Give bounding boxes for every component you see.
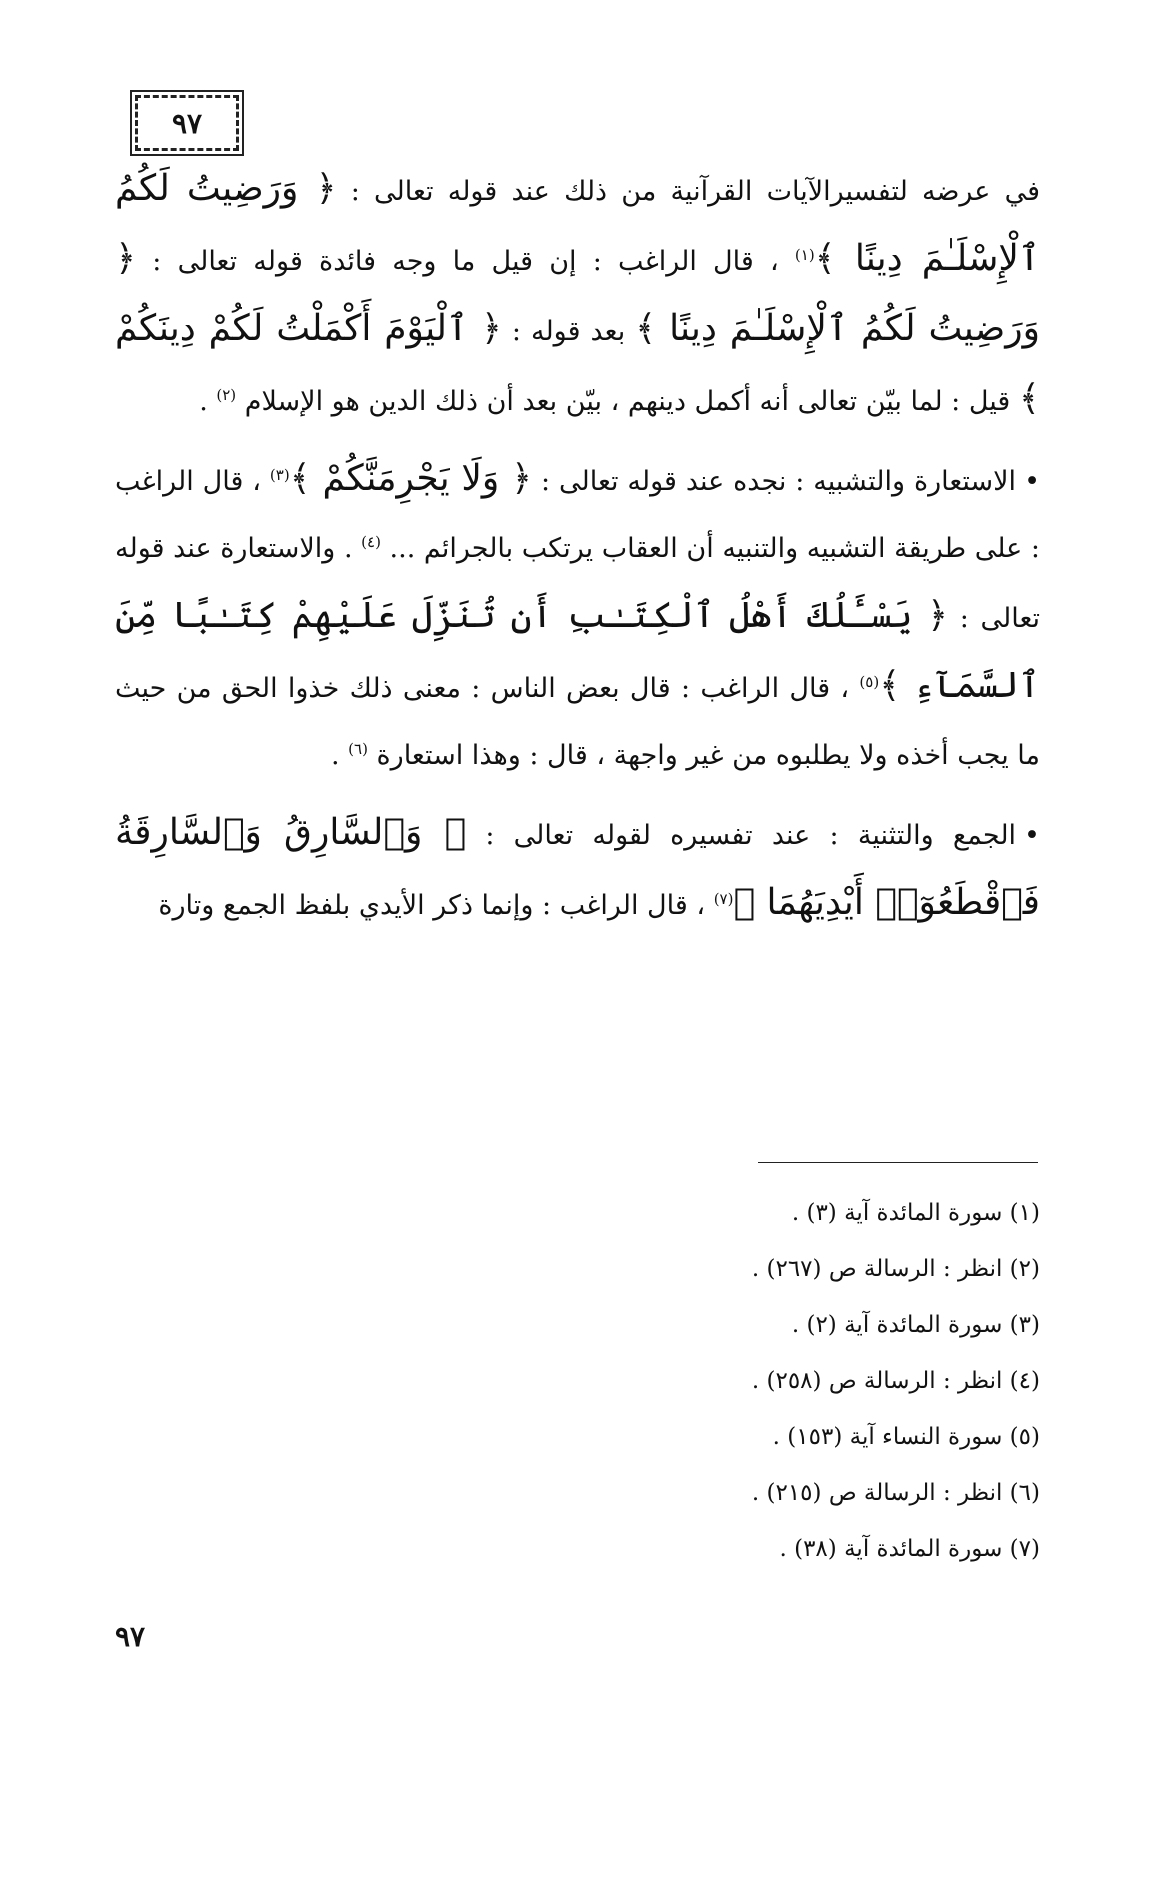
- text-run: ، قال الراغب : إن قيل ما وجه فائدة قوله تعالى :: [136, 246, 795, 277]
- paragraph: [115, 445, 1040, 789]
- bullet-marker: •: [1024, 466, 1040, 497]
- quran-verse: ﴿ وَرَضِيتُ لَكُمُ ٱلْإِسْلَـٰمَ دِينًا ﴾: [115, 238, 1040, 349]
- footnote-item: (٤) انظر : الرسالة ص (٢٥٨) .: [751, 1368, 1040, 1394]
- footnote-divider: [758, 1162, 1038, 1163]
- footnote-item: (٣) سورة المائدة آية (٢) .: [791, 1312, 1040, 1338]
- footnote-reference: (١): [794, 246, 815, 264]
- text-run: بعد قوله :: [501, 316, 636, 347]
- text-run: الاستعارة والتشبيه : نجده عند قوله تعالى :: [532, 466, 1017, 497]
- bullet-marker: •: [1024, 820, 1040, 851]
- footnotes: [560, 1185, 1040, 1577]
- paragraph: [115, 155, 1040, 435]
- text-run: ، قال الراغب : قال بعض الناس : معنى ذلك خذوا الحق من حيث ما يجب أخذه ولا يطلبوه من غير واجهة ، قال : وهذا استعارة: [115, 673, 1040, 771]
- quran-verse: ﴿ وَٱلسَّارِقُ وَٱلسَّارِقَةُ فَٱقْطَعُوٓا۟ أَيْدِيَهُمَا ﴾: [115, 812, 1040, 923]
- quran-verse: ﴿ وَرَضِيتُ لَكُمُ ٱلْإِسْلَـٰمَ دِينًا ﴾: [115, 168, 1040, 279]
- footnote-reference: (٥): [859, 673, 880, 691]
- footnote-item: (٢) انظر : الرسالة ص (٢٦٧) .: [751, 1256, 1040, 1282]
- footnote-reference: (٧): [713, 890, 734, 908]
- quran-verse: ﴿ يَسْـَٔلُكَ أَهْلُ ٱلْكِتَـٰبِ أَن تُنَزِّلَ عَلَيْهِمْ كِتَـٰبًا مِّنَ ٱلسَّمَآءِ ﴾: [115, 595, 1040, 706]
- text-run: الجمع والتثنية : عند تفسيره لقوله تعالى :: [466, 820, 1017, 851]
- footnote-reference: (٤): [361, 533, 381, 551]
- footnote-reference: (٦): [348, 740, 368, 758]
- footnote-item: (٧) سورة المائدة آية (٣٨) .: [779, 1536, 1040, 1562]
- page-number-box: [135, 95, 239, 151]
- quran-verse: ﴿ وَلَا يَجْرِمَنَّكُمْ ﴾: [289, 458, 533, 499]
- main-text: [115, 155, 1040, 939]
- footnote-reference: (٣): [269, 466, 290, 484]
- text-run: ، قال الراغب : وإنما ذكر الأيدي بلفظ الجمع وتارة: [158, 890, 714, 921]
- text-run: .: [199, 386, 217, 417]
- footnote-item: (٦) انظر : الرسالة ص (٢١٥) .: [751, 1480, 1040, 1506]
- text-run: . والاستعارة عند قوله تعالى :: [115, 533, 1040, 634]
- paragraph: [115, 799, 1040, 939]
- footnote-item: (٥) سورة النساء آية (١٥٣) .: [772, 1424, 1040, 1450]
- text-run: في عرضه لتفسيرالآيات القرآنية من ذلك عند قوله تعالى :: [336, 176, 1040, 207]
- page-number-top: ٩٧: [171, 106, 203, 140]
- text-run: .: [330, 740, 349, 771]
- footnote-reference: (٢): [216, 386, 237, 404]
- footnote-item: (١) سورة المائدة آية (٣) .: [791, 1200, 1040, 1226]
- text-run: قيل : لما بيّن تعالى أنه أكمل دينهم ، بيّن بعد أن ذلك الدين هو الإسلام: [236, 386, 1019, 417]
- page-number-bottom: ٩٧: [115, 1620, 146, 1653]
- text-run: ، قال الراغب : على طريقة التشبيه والتنبيه أن العقاب يرتكب بالجرائم ...: [115, 466, 1040, 564]
- quran-verse: ﴿ ٱلْيَوْمَ أَكْمَلْتُ لَكُمْ دِينَكُمْ ﴾: [115, 308, 1040, 419]
